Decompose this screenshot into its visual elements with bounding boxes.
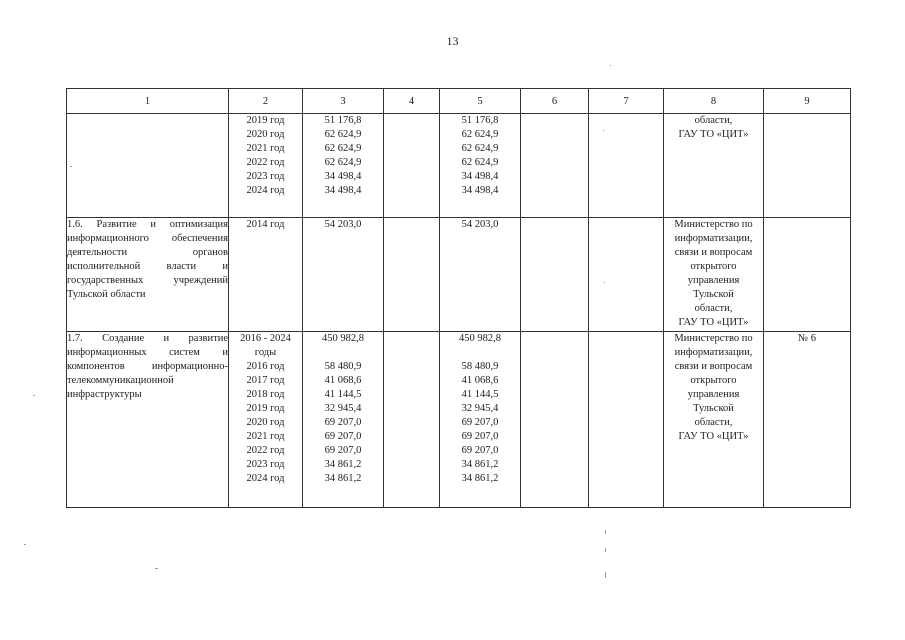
year-line: 2019 год bbox=[246, 115, 285, 126]
funding-value: 69 207,0 bbox=[324, 445, 362, 456]
funding-value bbox=[440, 346, 520, 360]
funding-value: 54 203,0 bbox=[461, 219, 499, 230]
responsible-line: открытого bbox=[690, 261, 737, 272]
years-cell bbox=[229, 332, 303, 508]
funding-value: 69 207,0 bbox=[324, 417, 362, 428]
responsible-line: управления bbox=[687, 389, 740, 400]
program-table bbox=[66, 88, 851, 508]
extrabudgetary-funding-cell bbox=[589, 218, 664, 332]
responsible-line: управления bbox=[687, 275, 740, 286]
column-header-5: 5 bbox=[440, 89, 521, 114]
indicator-reference-cell bbox=[764, 114, 851, 218]
federal-funding-cell bbox=[384, 114, 440, 218]
indicator-reference-cell: № 6 bbox=[764, 332, 851, 508]
column-header-7: 7 bbox=[589, 89, 664, 114]
responsible-line: Министерство по bbox=[674, 333, 753, 344]
scan-speck bbox=[605, 530, 606, 534]
funding-value: 41 144,5 bbox=[324, 389, 362, 400]
table-row bbox=[67, 332, 851, 508]
year-line: 2021 год bbox=[246, 431, 285, 442]
year-line: 2020 год bbox=[246, 417, 285, 428]
funding-value: 34 861,2 bbox=[324, 473, 362, 484]
year-line: 2023 год bbox=[246, 459, 285, 470]
responsible-line: ГАУ ТО «ЦИТ» bbox=[678, 431, 749, 442]
funding-value: 62 624,9 bbox=[461, 129, 499, 140]
responsible-line: области, bbox=[694, 115, 733, 126]
federal-funding-cell bbox=[384, 332, 440, 508]
funding-value: 34 861,2 bbox=[461, 459, 499, 470]
extrabudgetary-funding-cell bbox=[589, 114, 664, 218]
year-line: 2018 год bbox=[246, 389, 285, 400]
funding-value: 450 982,8 bbox=[459, 333, 501, 344]
funding-value: 41 144,5 bbox=[461, 389, 499, 400]
scan-speck bbox=[33, 395, 35, 396]
regional-funding-cell bbox=[440, 332, 521, 508]
responsible-line: информатизации, bbox=[674, 233, 753, 244]
column-header-9: 9 bbox=[764, 89, 851, 114]
regional-funding-cell bbox=[440, 114, 521, 218]
funding-value: 69 207,0 bbox=[461, 417, 499, 428]
funding-value: 41 068,6 bbox=[461, 375, 499, 386]
measure-description-cell bbox=[67, 114, 229, 218]
table-row bbox=[67, 218, 851, 332]
years-cell bbox=[229, 114, 303, 218]
years-cell bbox=[229, 218, 303, 332]
responsible-line: области, bbox=[694, 303, 733, 314]
responsible-line: информатизации, bbox=[674, 347, 753, 358]
responsible-line: Тульской bbox=[693, 403, 734, 414]
responsible-line: ГАУ ТО «ЦИТ» bbox=[678, 129, 749, 140]
column-header-6: 6 bbox=[521, 89, 589, 114]
year-line: 2021 год bbox=[246, 143, 285, 154]
funding-value: 450 982,8 bbox=[322, 333, 364, 344]
regional-funding-cell bbox=[440, 218, 521, 332]
measure-description-cell: 1.7. Создание и развитие информационных систем и компонентов информационно-телекоммуникационной инфраструктуры bbox=[67, 332, 229, 508]
municipal-funding-cell bbox=[521, 114, 589, 218]
scan-speck bbox=[605, 572, 606, 578]
responsible-line: Министерство по bbox=[674, 219, 753, 230]
table-row bbox=[67, 114, 851, 218]
indicator-reference-cell bbox=[764, 218, 851, 332]
funding-value: 34 498,4 bbox=[461, 185, 499, 196]
federal-funding-cell bbox=[384, 218, 440, 332]
funding-value: 54 203,0 bbox=[324, 219, 362, 230]
year-line: 2022 год bbox=[246, 157, 285, 168]
funding-value: 32 945,4 bbox=[324, 403, 362, 414]
scan-speck bbox=[610, 65, 611, 66]
funding-value: 69 207,0 bbox=[324, 431, 362, 442]
funding-value: 62 624,9 bbox=[324, 129, 362, 140]
year-line: годы bbox=[254, 347, 277, 358]
scan-speck bbox=[24, 544, 26, 545]
funding-value: 69 207,0 bbox=[461, 431, 499, 442]
year-line: 2016 - 2024 bbox=[240, 333, 291, 344]
column-header-2: 2 bbox=[229, 89, 303, 114]
responsible-line: связи и вопросам bbox=[674, 361, 753, 372]
funding-value: 51 176,8 bbox=[324, 115, 362, 126]
responsible-executor-cell bbox=[664, 114, 764, 218]
page-number: 13 bbox=[446, 34, 459, 48]
scan-speck bbox=[604, 282, 605, 283]
year-line: 2020 год bbox=[246, 129, 285, 140]
funding-value: 62 624,9 bbox=[461, 143, 499, 154]
year-line: 2022 год bbox=[246, 445, 285, 456]
municipal-funding-cell bbox=[521, 332, 589, 508]
header-row bbox=[67, 89, 851, 114]
year-line: 2019 год bbox=[246, 403, 285, 414]
funding-value: 34 498,4 bbox=[461, 171, 499, 182]
column-header-3: 3 bbox=[303, 89, 384, 114]
funding-value: 69 207,0 bbox=[461, 445, 499, 456]
responsible-line: ГАУ ТО «ЦИТ» bbox=[678, 317, 749, 328]
funding-value bbox=[303, 346, 383, 360]
funding-value: 62 624,9 bbox=[461, 157, 499, 168]
funding-value: 34 498,4 bbox=[324, 185, 362, 196]
municipal-funding-cell bbox=[521, 218, 589, 332]
responsible-line: открытого bbox=[690, 375, 737, 386]
funding-value: 32 945,4 bbox=[461, 403, 499, 414]
year-line: 2024 год bbox=[246, 185, 285, 196]
funding-value: 51 176,8 bbox=[461, 115, 499, 126]
scan-speck bbox=[605, 548, 606, 552]
scan-speck bbox=[603, 130, 604, 131]
column-header-8: 8 bbox=[664, 89, 764, 114]
scan-speck bbox=[70, 166, 72, 167]
funding-value: 62 624,9 bbox=[324, 157, 362, 168]
responsible-executor-cell bbox=[664, 218, 764, 332]
total-funding-cell bbox=[303, 218, 384, 332]
funding-value: 34 498,4 bbox=[324, 171, 362, 182]
funding-value: 34 861,2 bbox=[324, 459, 362, 470]
funding-value: 58 480,9 bbox=[461, 361, 499, 372]
total-funding-cell bbox=[303, 114, 384, 218]
year-line: 2016 год bbox=[246, 361, 285, 372]
measure-description-cell: 1.6. Развитие и оптимизация информационного обеспечения деятельности органов исполнительной власти и государственных учреждений Тульской области bbox=[67, 218, 229, 332]
column-header-1: 1 bbox=[67, 89, 229, 114]
year-line: 2023 год bbox=[246, 171, 285, 182]
column-header-4: 4 bbox=[384, 89, 440, 114]
total-funding-cell bbox=[303, 332, 384, 508]
responsible-line: связи и вопросам bbox=[674, 247, 753, 258]
responsible-line: Тульской bbox=[693, 289, 734, 300]
year-line: 2014 год bbox=[246, 219, 285, 230]
year-line: 2017 год bbox=[246, 375, 285, 386]
funding-value: 58 480,9 bbox=[324, 361, 362, 372]
funding-value: 41 068,6 bbox=[324, 375, 362, 386]
year-line: 2024 год bbox=[246, 473, 285, 484]
responsible-line: области, bbox=[694, 417, 733, 428]
funding-value: 62 624,9 bbox=[324, 143, 362, 154]
extrabudgetary-funding-cell bbox=[589, 332, 664, 508]
responsible-executor-cell bbox=[664, 332, 764, 508]
funding-value: 34 861,2 bbox=[461, 473, 499, 484]
scan-speck bbox=[155, 568, 158, 569]
